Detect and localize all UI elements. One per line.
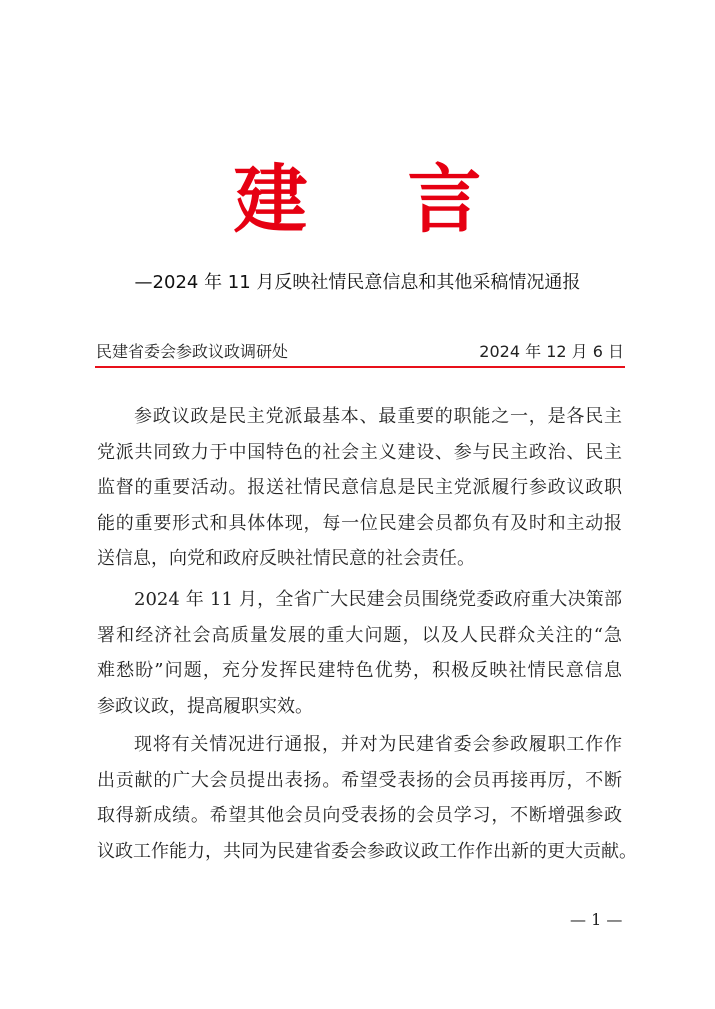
text-line: 议政工作能力，共同为民建省委会参政议政工作作出新的更大贡献。 [97,840,637,862]
issue-date: 2024 年 12 月 6 日 [479,342,624,361]
subtitle: —2024 年 11 月反映社情民意信息和其他采稿情况通报 [134,272,581,293]
issuer: 民建省委会参政议政调研处 [96,342,289,361]
title-char-1: 建 [233,157,308,243]
paragraph-3 [97,727,637,869]
document-title [0,157,715,243]
paragraph-1 [97,399,622,577]
text-line: 参政议政是民主党派最基本、最重要的职能之一，是各民主 [134,406,622,427]
text-line: 难愁盼”问题，充分发挥民建特色优势，积极反映社情民意信息 [97,660,622,682]
paragraph-2 [97,582,622,724]
text-line: 参政议政，提高履职实效。 [97,695,313,717]
text-line: 取得新成绩。希望其他会员向受表扬的会员学习，不断增强参政 [97,805,622,827]
page-number: — 1 — [570,910,623,929]
title-char-2: 言 [407,157,482,243]
text-line: 监督的重要活动。报送社情民意信息是民主党派履行参政议政职 [97,477,622,499]
text-line: 2024 年 11 月，全省广大民建会员围绕党委政府重大决策部 [134,589,622,610]
red-divider [95,366,625,368]
text-line: 署和经济社会高质量发展的重大问题，以及人民群众关注的“急 [97,624,622,646]
issuer-row [96,340,624,364]
text-line: 出贡献的广大会员提出表扬。希望受表扬的会员再接再厉，不断 [97,769,622,791]
text-line: 能的重要形式和具体体现，每一位民建会员都负有及时和主动报 [97,512,622,534]
text-line: 现将有关情况进行通报，并对为民建省委会参政履职工作作 [134,734,622,755]
text-line: 送信息，向党和政府反映社情民意的社会责任。 [97,548,475,570]
text-line: 党派共同致力于中国特色的社会主义建设、参与民主政治、民主 [97,441,622,463]
